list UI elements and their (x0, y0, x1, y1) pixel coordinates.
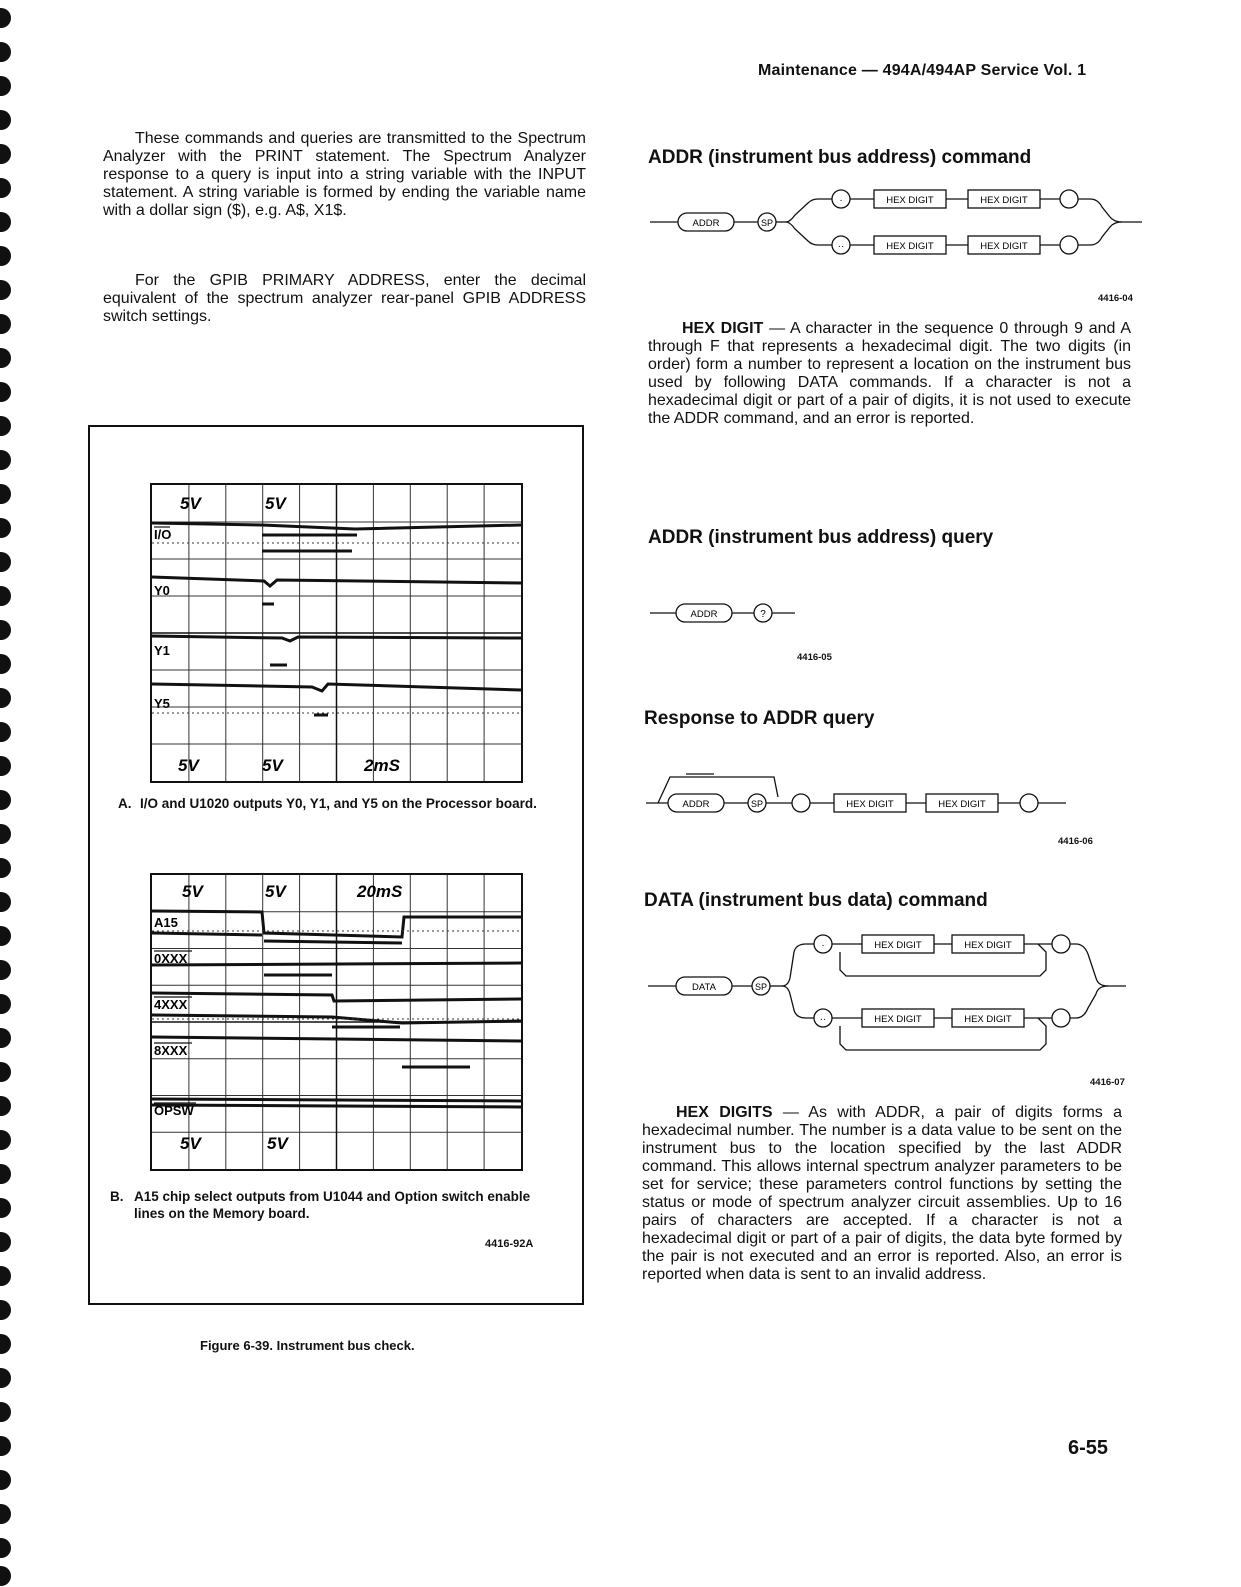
channel-y0: Y0 (154, 583, 170, 598)
scope-b-bottom-label-2: 5V (267, 1134, 288, 1153)
hex-digit-3: HEX DIGIT (886, 241, 934, 252)
hex-digit-4: HEX DIGIT (980, 241, 1028, 252)
response-hex-1: HEX DIGIT (846, 799, 894, 810)
addr-query-keyword: ADDR (690, 609, 718, 620)
scope-b-top-label-3: 20mS (357, 882, 403, 901)
data-hex-3: HEX DIGIT (874, 1014, 922, 1025)
syntax-addr-query (650, 600, 830, 630)
diagram-number-07: 4416-07 (1090, 1077, 1125, 1088)
hex-digits-text: — As with ADDR, a pair of digits forms a hexadecimal number. The number is a data value to be sent on the instrument bus to the location specified by the last ADDR command. This allows internal spectrum analyzer parameters to be set for service; these parameters control functions by setting the status or mode of spectrum analyzer circuit assemblies. Up to 16 pairs of characters are accepted. If a character is not a hexadecimal digit or part of a pair of digits, the data byte formed by the pair is not executed and an error is reported. Also, an error is reported when data is sent to an invalid address. (642, 1104, 1123, 1283)
hex-digit-text: — A character in the sequence 0 through 9 and A through F that represents a hexadecimal digit. The two digits (in order) form a number to represent a location on the instrument bus used by following DATA commands. If a character is not a hexadecimal digit or part of a pair of digits, it is not used to execute the ADDR command, and an error is reported. (648, 320, 1131, 427)
intro-paragraph: These commands and queries are transmitted to the Spectrum Analyzer with the PRINT statement. The Spectrum Analyzer response to a query is input into a string variable with the INPUT statement. A string variable is formed by ending the variable name with a dollar sign ($), e.g. A$, X1$. (103, 130, 586, 219)
response-sp: SP (750, 799, 764, 809)
syntax-data-command (648, 930, 1148, 1060)
response-hex-2: HEX DIGIT (938, 799, 986, 810)
heading-response: Response to ADDR query (644, 708, 875, 729)
figure-b-number: 4416-92A (485, 1238, 534, 1250)
channel-a15: A15 (154, 915, 178, 930)
question-mark: ? (760, 609, 766, 620)
scope-b-bottom-label-1: 5V (180, 1134, 201, 1153)
caption-b-letter: B. (110, 1189, 124, 1204)
scope-b-top-label-2: 5V (265, 882, 286, 901)
response-keyword: ADDR (682, 799, 710, 810)
scope-a-top-label-2: 5V (265, 494, 286, 513)
hex-digit-term: HEX DIGIT (682, 320, 764, 337)
scope-a-bottom-label-2: 5V (262, 756, 283, 775)
scope-grid-a (152, 485, 521, 781)
page-header: Maintenance — 494A/494AP Service Vol. 1 (758, 62, 1087, 79)
heading-addr-command: ADDR (instrument bus address) command (648, 147, 1032, 168)
hex-digits-term: HEX DIGITS (676, 1104, 773, 1121)
channel-8xxx: 8XXX (154, 1043, 188, 1058)
scope-photo-b (150, 873, 523, 1171)
channel-0xxx: 0XXX (154, 951, 188, 966)
scope-photo-a (150, 483, 523, 783)
hex-digit-2: HEX DIGIT (980, 195, 1028, 206)
caption-a-letter: A. (118, 796, 132, 811)
svg-text:··: ·· (819, 1014, 827, 1025)
data-hex-1: HEX DIGIT (874, 940, 922, 951)
data-hex-4: HEX DIGIT (964, 1014, 1012, 1025)
binder-holes (0, 0, 14, 1587)
scope-a-bottom-label-3: 2mS (364, 756, 400, 775)
heading-data-command: DATA (instrument bus data) command (644, 890, 988, 911)
data-hex-2: HEX DIGIT (964, 940, 1012, 951)
diagram-number-06: 4416-06 (1058, 836, 1093, 847)
addr-keyword: ADDR (692, 218, 720, 229)
data-sp: SP (754, 982, 768, 992)
diagram-number-04: 4416-04 (1098, 293, 1133, 304)
syntax-addr-command (650, 185, 1150, 275)
hex-digit-1: HEX DIGIT (886, 195, 934, 206)
channel-y5: Y5 (154, 696, 170, 711)
scope-a-top-label-1: 5V (180, 494, 201, 513)
caption-a: I/O and U1020 outputs Y0, Y1, and Y5 on the Processor board. (140, 796, 537, 811)
diagram-number-05: 4416-05 (797, 652, 832, 663)
page-number: 6-55 (1068, 1437, 1109, 1459)
sp-label: SP (760, 218, 774, 228)
data-keyword: DATA (692, 982, 716, 993)
scope-a-bottom-label-1: 5V (178, 756, 199, 775)
hex-digits-paragraph (642, 1104, 1122, 1284)
caption-b: A15 chip select outputs from U1044 and Option switch enable lines on the Memory board. (134, 1189, 531, 1221)
svg-text:·: · (839, 195, 843, 206)
hex-digit-paragraph (648, 320, 1131, 428)
channel-io: I/O (154, 527, 172, 542)
svg-text:··: ·· (837, 241, 845, 252)
scope-b-top-label-1: 5V (182, 882, 203, 901)
syntax-response (646, 767, 1086, 817)
gpib-paragraph: For the GPIB PRIMARY ADDRESS, enter the decimal equivalent of the spectrum analyzer rear-panel GPIB ADDRESS switch settings. (103, 272, 586, 325)
svg-text:·: · (821, 940, 825, 951)
channel-opsw: OPSW (154, 1103, 194, 1118)
channel-4xxx: 4XXX (154, 997, 188, 1012)
scope-grid-b (152, 875, 521, 1169)
figure-title: Figure 6-39. Instrument bus check. (200, 1338, 415, 1353)
heading-addr-query: ADDR (instrument bus address) query (648, 527, 994, 548)
channel-y1: Y1 (154, 643, 170, 658)
